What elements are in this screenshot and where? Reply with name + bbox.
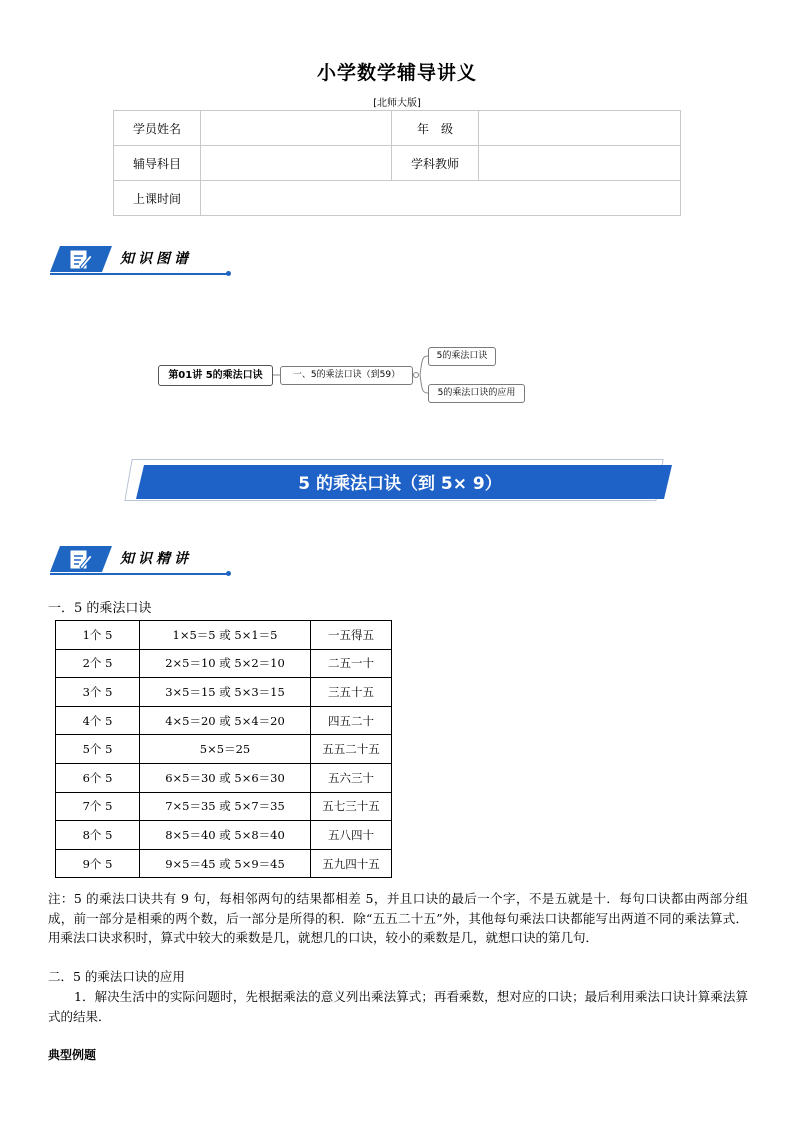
section-title-lecture: 知识精讲: [120, 551, 192, 567]
mindmap-root: 第01讲 5的乘法口诀: [158, 365, 273, 386]
rhyme-cell: 四五二十: [311, 706, 392, 735]
multiplication-table: [55, 620, 392, 878]
rhyme-cell: 一五得五: [311, 621, 392, 650]
count-cell: 9个 5: [56, 849, 140, 878]
grade-field[interactable]: [479, 111, 681, 146]
table-row: [56, 735, 392, 764]
table-row: [56, 849, 392, 878]
mindmap-leaf-2: 5的乘法口诀的应用: [428, 384, 525, 403]
table-row: [56, 678, 392, 707]
class-time-field[interactable]: [201, 181, 681, 216]
rhyme-cell: 五九四十五: [311, 849, 392, 878]
section-title-map: 知识图谱: [120, 251, 192, 267]
note-paragraph: 注：5 的乘法口诀共有 9 句，每相邻两句的结果都相差 5，并且口诀的最后一个字，不是五就是十．每句口诀都由两部分组成，前一部分是相乘的两个数，后一部分是所得的积．除“五五二十五”外，其他每句乘法口诀都能写出两道不同的乘法算式．用乘法口诀求积时，算式中较大的乘数是几，就想几的口诀，较小的乘数是几，就想口诀的第几句．: [48, 891, 748, 945]
grade-label: 年 级: [392, 111, 479, 146]
formula-cell: 1×5＝5 或 5×1＝5: [140, 621, 311, 650]
section-header-lecture: [50, 544, 230, 574]
formula-cell: 4×5＝20 或 5×4＝20: [140, 706, 311, 735]
rhyme-cell: 三五十五: [311, 678, 392, 707]
student-name-label: 学员姓名: [114, 111, 201, 146]
count-cell: 1个 5: [56, 621, 140, 650]
student-name-field[interactable]: [201, 111, 392, 146]
count-cell: 3个 5: [56, 678, 140, 707]
table-row: [56, 621, 392, 650]
topic-banner: [128, 459, 672, 501]
edition-label: [北师大版]: [373, 98, 421, 109]
formula-cell: 8×5＝40 或 5×8＝40: [140, 821, 311, 850]
count-cell: 5个 5: [56, 735, 140, 764]
class-time-label: 上课时间: [114, 181, 201, 216]
student-info-table: [113, 110, 681, 216]
section-header-map: [50, 244, 230, 274]
subject-field[interactable]: [201, 146, 392, 181]
rhyme-cell: 二五一十: [311, 649, 392, 678]
table-row: [56, 763, 392, 792]
formula-cell: 7×5＝35 或 5×7＝35: [140, 792, 311, 821]
mindmap-leaf-1: 5的乘法口诀: [428, 347, 496, 366]
notebook-pen-icon: [69, 249, 93, 270]
teacher-field[interactable]: [479, 146, 681, 181]
count-cell: 4个 5: [56, 706, 140, 735]
rhyme-cell: 五七三十五: [311, 792, 392, 821]
banner-title: 5 的乘法口诀（到 5× 9）: [298, 474, 502, 494]
part2-item-1: 1．解决生活中的实际问题时，先根据乘法的意义列出乘法算式；再看乘数，想对应的口诀；最后利用乘法口诀计算乘法算式的结果．: [48, 989, 748, 1024]
part1-heading: 一．5 的乘法口诀: [48, 601, 152, 616]
rhyme-cell: 五五二十五: [311, 735, 392, 764]
formula-cell: 9×5＝45 或 5×9＝45: [140, 849, 311, 878]
table-row: [56, 706, 392, 735]
formula-cell: 5×5＝25: [140, 735, 311, 764]
table-row: [56, 821, 392, 850]
count-cell: 2个 5: [56, 649, 140, 678]
rhyme-cell: 五八四十: [311, 821, 392, 850]
table-row: [56, 649, 392, 678]
subject-label: 辅导科目: [114, 146, 201, 181]
formula-cell: 3×5＝15 或 5×3＝15: [140, 678, 311, 707]
formula-cell: 2×5＝10 或 5×2＝10: [140, 649, 311, 678]
table-row: [56, 792, 392, 821]
notebook-pen-icon: [69, 549, 93, 570]
count-cell: 6个 5: [56, 763, 140, 792]
mindmap-branch: 一、5的乘法口诀（到59）: [280, 366, 413, 385]
formula-cell: 6×5＝30 或 5×6＝30: [140, 763, 311, 792]
examples-heading: 典型例题: [48, 1048, 97, 1062]
count-cell: 7个 5: [56, 792, 140, 821]
rhyme-cell: 五六三十: [311, 763, 392, 792]
page-title: 小学数学辅导讲义: [316, 62, 477, 84]
part2-heading: 二．5 的乘法口诀的应用: [48, 969, 185, 984]
count-cell: 8个 5: [56, 821, 140, 850]
teacher-label: 学科教师: [392, 146, 479, 181]
